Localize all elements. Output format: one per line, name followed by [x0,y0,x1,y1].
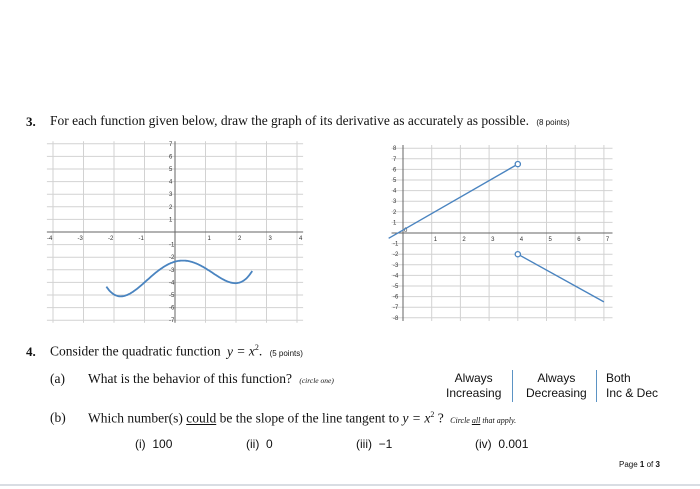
q4b-hint [450,416,516,425]
y-tick-label: -1 [393,241,399,248]
graph1-quartic-plot [47,138,310,325]
y-tick-label: -8 [393,315,399,322]
choice-both[interactable] [606,371,658,401]
x-tick-label: 4 [519,237,524,243]
line-segment-2 [518,254,604,302]
y-tick-label: -6 [393,294,399,301]
x-tick-label: -3 [77,236,83,242]
page-bottom-edge [0,484,700,486]
q4a-hint: (circle one) [299,376,334,385]
y-tick-label: -7 [169,318,175,325]
q4b-text-prefix: Which number(s) [88,410,183,426]
x-tick-label: -2 [108,236,114,242]
option-i-num: (i) [135,437,146,451]
y-tick-label: -3 [393,262,399,269]
x-tick-label: 4 [299,236,303,242]
choice-divider-2 [596,370,597,402]
y-tick-label: 6 [393,167,397,174]
choice-both-line1: Both [606,371,631,385]
option-ii-num: (ii) [246,437,260,451]
page-number [619,460,660,469]
option-ii-value: 0 [266,437,273,451]
y-tick-label: -4 [393,273,399,280]
q3-points: (8 points) [536,118,570,127]
choice-always-decreasing[interactable] [526,371,587,401]
x-tick-label: 7 [605,237,610,243]
graph2-piecewise-plot [388,140,612,322]
x-tick-label: 5 [548,237,552,243]
q4b-hint-all: all [471,415,481,425]
y-tick-label: 1 [393,220,397,227]
y-tick-label: 2 [169,204,173,211]
y-tick-label: 7 [393,156,397,163]
y-tick-label: -2 [169,255,175,262]
open-endpoint [515,162,520,167]
choice-always-increasing-line1: Always [454,371,493,385]
y-tick-label: 5 [169,167,173,173]
page-of: of [646,460,654,469]
q4b-text-could: could [186,410,217,426]
open-endpoint [515,252,520,257]
page-current: 1 [639,460,645,469]
q4b-prompt [88,410,516,427]
y-tick-label: -6 [169,305,175,312]
q4-points: (5 points) [269,348,303,358]
q4-text: Consider the quadratic function [50,343,221,359]
x-tick-label: -1 [138,236,144,242]
choice-always-increasing[interactable] [446,371,501,401]
y-tick-label: 3 [169,192,173,199]
y-tick-label: 8 [393,146,397,153]
origin-label: 0 [404,228,408,234]
q4-func-period: . [258,343,263,359]
option-ii[interactable] [246,437,273,452]
x-tick-label: -4 [47,236,53,242]
y-tick-label: -7 [393,305,399,312]
y-tick-label: 5 [393,178,397,184]
q4-func-eq: = x [232,343,255,359]
x-tick-label: 3 [491,237,495,243]
q4-func-y: y [226,343,233,359]
y-tick-label: -5 [169,293,175,299]
y-tick-label: -2 [393,252,399,259]
q4-func-exp: 2 [254,343,259,352]
choice-always-decreasing-line2: Decreasing [526,386,587,400]
q3-prompt [50,113,570,129]
choice-always-increasing-line2: Increasing [446,386,502,400]
y-tick-label: -1 [169,242,175,249]
q4-prompt [50,343,303,360]
x-tick-label: 1 [433,237,438,243]
y-tick-label: 3 [393,199,397,206]
option-iii[interactable] [356,437,392,452]
page-prefix: Page [619,460,638,469]
x-tick-label: 3 [268,236,272,242]
y-tick-label: -4 [169,280,175,287]
option-iv-value: 0.001 [498,437,529,451]
option-iii-value: −1 [378,437,393,451]
q4a-prompt [88,371,334,387]
x-tick-label: 2 [462,237,466,243]
q4b-func-exp: 2 [430,410,435,419]
y-tick-label: 7 [169,141,173,148]
choice-both-line2: Inc & Dec [606,386,659,400]
y-tick-label: 6 [169,154,173,161]
y-tick-label: -5 [393,284,399,290]
q4-number: 4. [26,344,36,359]
q4b-label: (b) [50,410,66,425]
q4b-text-middle: be the slope of the line tangent to [219,410,400,426]
x-tick-label: 6 [577,237,581,243]
option-iv-num: (iv) [475,437,492,451]
q4a-text: What is the behavior of this function? [88,371,292,386]
choice-divider-1 [512,370,513,402]
page-total: 3 [655,460,660,469]
q3-text: For each function given below, draw the graph of its derivative as accurately as possible. [50,113,529,128]
q4b-hint-suffix: that apply. [482,415,517,425]
option-iii-num: (iii) [356,437,372,451]
y-tick-label: 1 [169,217,173,224]
q4b-func-q: ? [434,410,444,426]
y-tick-label: -3 [169,267,175,274]
q4b-func-y: y [402,410,409,426]
y-tick-label: 2 [393,209,397,216]
option-i-value: 100 [152,437,173,451]
x-tick-label: 1 [207,236,211,242]
y-tick-label: 4 [169,179,173,186]
choice-always-decreasing-line1: Always [537,371,576,385]
option-iv[interactable] [475,437,528,452]
q4b-func-eq: = x [408,410,431,426]
x-tick-label: 2 [238,236,242,242]
option-i[interactable] [135,437,172,452]
q4b-hint-prefix: Circle [450,415,470,425]
q4a-label: (a) [50,371,65,386]
quartic-curve [106,261,252,297]
y-tick-label: 4 [393,188,397,195]
q3-number: 3. [26,114,36,129]
